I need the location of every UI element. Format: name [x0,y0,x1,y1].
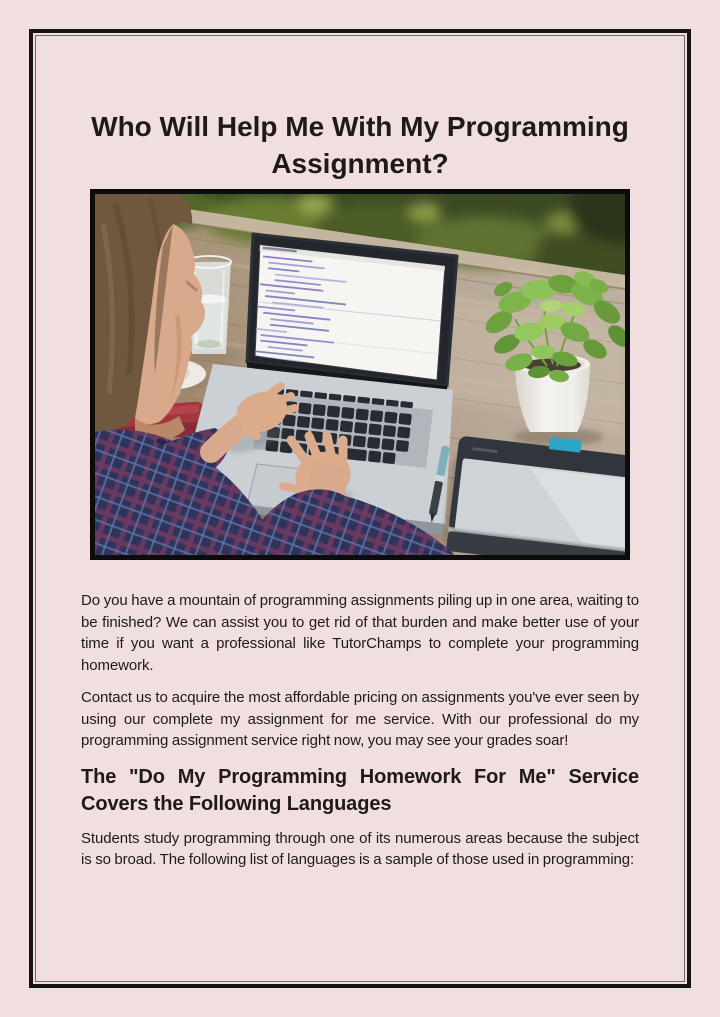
hero-photo-illustration [95,194,625,555]
hero-photo [90,189,630,560]
paragraph-intro: Do you have a mountain of programming assignments piling up in one area, waiting to be finished? We can assist you to get rid of that burden and make better use of your time if you want a professional like TutorChamps to complete your programming homework. [81,592,639,674]
paragraph-languages: Students study programming through one of its numerous areas because the subject is so broad. The following list of languages is a sample of those used in programming: [81,829,639,868]
page-title: Who Will Help Me With My Programming Assignment? [91,111,629,179]
section-heading: The "Do My Programming Homework For Me" Service Covers the Following Languages [81,765,639,815]
page-border-inner-line [35,35,685,982]
page-content [36,36,684,871]
page-border-frame [29,29,691,988]
paragraph-contact: Contact us to acquire the most affordable pricing on assignments you've ever seen by using our complete my assignment for me service. With our professional do my programming assignment service right now, you may see your grades soar! [81,689,639,749]
